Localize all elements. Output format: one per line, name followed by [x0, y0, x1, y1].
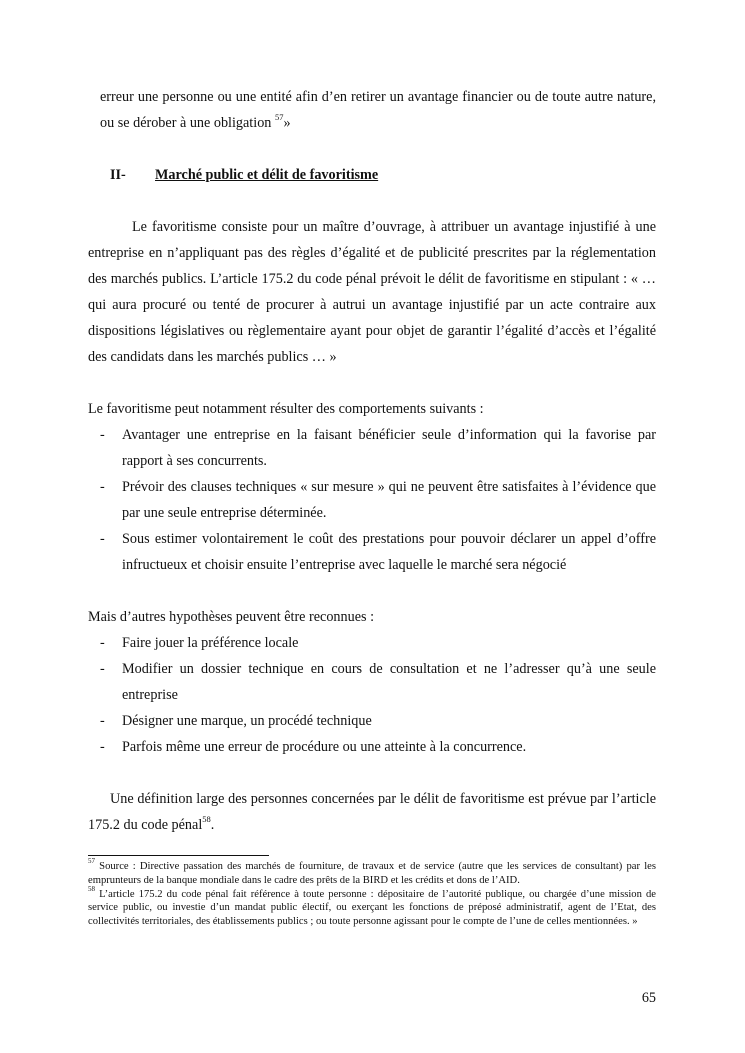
- paragraph-favoritisme: Le favoritisme consiste pour un maître d’ouvrage, à attribuer un avantage injustifié à une entreprise en n’appliquant pas des règles d’égalité et de publicité prescrites par la réglementation des marchés publics. L’article 175.2 du code pénal prévoit le délit de favoritisme en stipulant : « … qui aura procuré ou tenté de procurer à autrui un avantage injustifié par un acte contraire aux dispositions législatives ou règlementaire ayant pour objet de garantir l’égalité d’accès et l’égalité des candidats dans les marchés publics … »: [88, 219, 656, 365]
- page-number: 65: [641, 990, 656, 1006]
- list-hypotheses: [88, 630, 656, 760]
- list-item: [88, 708, 656, 734]
- list-item-text: Parfois même une erreur de procédure ou une atteinte à la concurrence.: [122, 739, 527, 755]
- footnote-separator: [88, 855, 269, 856]
- list-item-text: Modifier un dossier technique en cours de consultation et ne l’adresser qu’à une seule entreprise: [122, 661, 656, 703]
- footnotes: [88, 857, 656, 929]
- dash-marker: -: [100, 479, 105, 495]
- list-item-text: Faire jouer la préférence locale: [122, 635, 299, 651]
- list-item-text: Désigner une marque, un procédé technique: [122, 713, 372, 729]
- list-item-text: Sous estimer volontairement le coût des prestations pour pouvoir déclarer un appel d’offre infructueux et choisir ensuite l’entreprise avec laquelle le marché sera négocié: [122, 531, 656, 573]
- footnote-ref-58[interactable]: 58: [202, 814, 211, 825]
- footnote-58: [88, 885, 656, 929]
- paragraph-definition: [88, 786, 656, 838]
- list2-lead: Mais d’autres hypothèses peuvent être reconnues :: [88, 609, 375, 625]
- intro-text: erreur une personne ou une entité afin d’en retirer un avantage financier ou de toute autre nature, ou se dérober à une obligation: [100, 89, 656, 131]
- list-item: [88, 630, 656, 656]
- intro-paragraph: [88, 84, 656, 136]
- dash-marker: -: [100, 635, 105, 651]
- dash-marker: -: [100, 531, 105, 547]
- list-item: [88, 526, 656, 578]
- section-title: Marché public et délit de favoritisme: [155, 167, 379, 183]
- footnote-number: 58: [88, 885, 95, 894]
- list-behaviours: [88, 422, 656, 578]
- footnote-57: [88, 857, 656, 888]
- footnote-text: L’article 175.2 du code pénal fait référence à toute personne : dépositaire de l’autorité publique, ou chargée d’une mission de service public, ou investie d’un mandat public électif, ou exerçant les fonctions de préposé administratif, agent de l’Etat, des collectivités territoriales, des établissements publics ; ou toute personne agissant pour le compte de l’une de celles mentionnées. »: [88, 888, 656, 928]
- list-item: [88, 734, 656, 760]
- list-item: [88, 656, 656, 708]
- dash-marker: -: [100, 661, 105, 677]
- definition-end: .: [210, 817, 215, 833]
- list-item: [88, 474, 656, 526]
- dash-marker: -: [100, 739, 105, 755]
- page-body: [88, 84, 656, 838]
- intro-closing: »: [283, 115, 291, 131]
- list-item-text: Avantager une entreprise en la faisant bénéficier seule d’information qui la favorise par rapport à ses concurrents.: [122, 427, 656, 469]
- footnote-number: 57: [88, 857, 95, 866]
- dash-marker: -: [100, 427, 105, 443]
- footnote-text: Source : Directive passation des marchés de fourniture, de travaux et de service (autre que les services de consultant) par les emprunteurs de la banque mondiale dans le cadre des prêts de la BIRD et les crédits et dons de l’AID.: [88, 861, 656, 886]
- list1-lead: Le favoritisme peut notamment résulter des comportements suivants :: [88, 401, 484, 417]
- dash-marker: -: [100, 713, 105, 729]
- list-item-text: Prévoir des clauses techniques « sur mesure » qui ne peuvent être satisfaites à l’évidence que par une seule entreprise déterminée.: [122, 479, 656, 521]
- list-item: [88, 422, 656, 474]
- footnote-ref-57[interactable]: 57: [274, 112, 284, 123]
- section-number: II-: [110, 167, 126, 183]
- definition-text: Une définition large des personnes concernées par le délit de favoritisme est prévue par l’article 175.2 du code pénal: [88, 791, 656, 833]
- section-heading: [88, 162, 656, 188]
